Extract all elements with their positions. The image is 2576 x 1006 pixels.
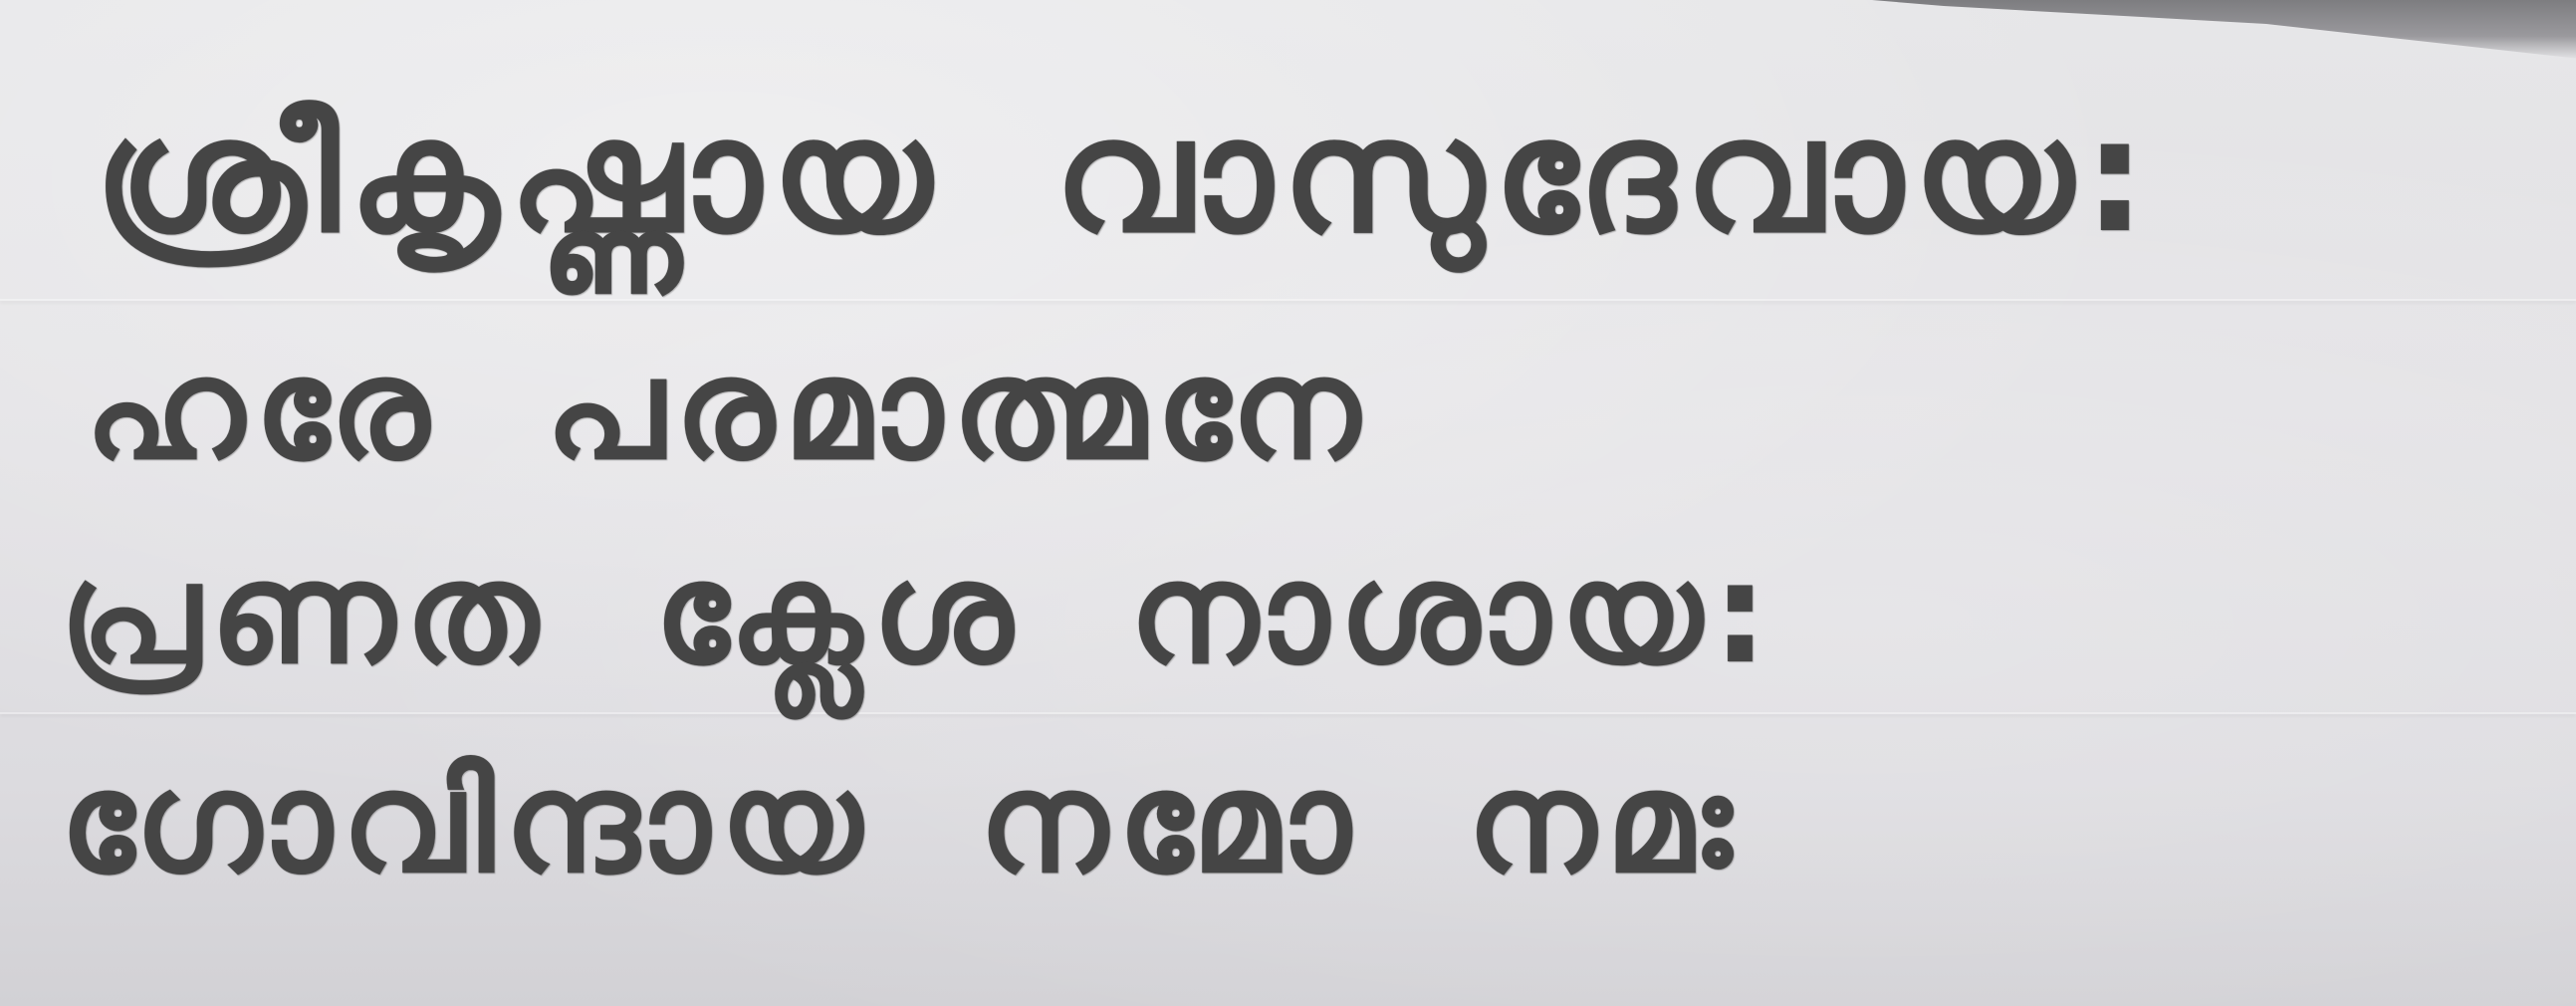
handwritten-line-2: ഹരേ പരമാത്മനേ (85, 329, 1370, 491)
handwritten-line-1: ശ്രീകൃഷ്ണായ വാസുദേവായ: (95, 85, 2157, 268)
paper-fold-line (0, 299, 2576, 301)
table-background (1872, 0, 2576, 60)
handwritten-line-3: പ്രണത ക്ലേശ നാശായ: (60, 533, 1778, 695)
paper-fold-line (0, 712, 2576, 714)
handwritten-line-4: ഗോവിന്ദായ നമോ നമഃ (60, 742, 1742, 904)
